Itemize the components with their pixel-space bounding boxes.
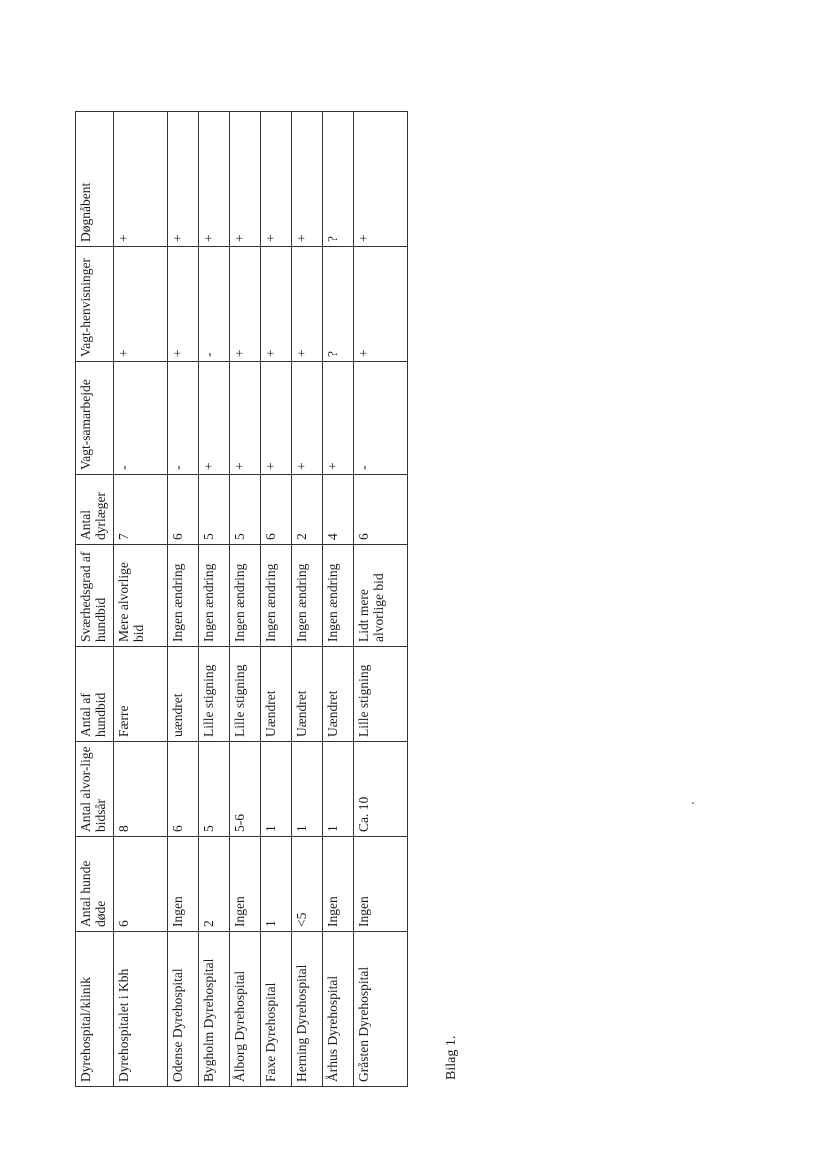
table-cell: 2 xyxy=(291,475,322,545)
table-cell: Lille stigning xyxy=(230,647,261,742)
table-cell: + xyxy=(168,247,199,362)
table-cell: 6 xyxy=(168,475,199,545)
table-cell: uændret xyxy=(168,647,199,742)
table-body xyxy=(76,112,408,1087)
table-cell: 5 xyxy=(230,475,261,545)
table-cell: 6 xyxy=(114,837,168,932)
table-cell: 5 xyxy=(199,742,230,837)
hospital-name-cell: Faxe Dyrehospital xyxy=(260,932,291,1087)
table-cell: Lille stigning xyxy=(199,647,230,742)
table-cell: + xyxy=(291,362,322,475)
table-cell: 7 xyxy=(114,475,168,545)
table-cell: Ingen ændring xyxy=(199,545,230,647)
table-row xyxy=(168,112,199,1087)
table-cell: + xyxy=(230,362,261,475)
table-cell: Ingen xyxy=(230,837,261,932)
table-cell: + xyxy=(168,112,199,247)
table-cell: - xyxy=(114,362,168,475)
header-cell: Dyrehospital/klinik xyxy=(76,932,114,1087)
table-cell: 6 xyxy=(168,742,199,837)
table-row xyxy=(353,112,407,1087)
table-row xyxy=(260,112,291,1087)
table-cell: 4 xyxy=(322,475,353,545)
table-cell: + xyxy=(353,112,407,247)
table-cell: Lidt mere alvorlige bid xyxy=(353,545,407,647)
table-cell: Ingen xyxy=(353,837,407,932)
table-cell: + xyxy=(114,112,168,247)
table-cell: + xyxy=(353,247,407,362)
table-cell: + xyxy=(114,247,168,362)
table-cell: Uændret xyxy=(291,647,322,742)
table-cell: 2 xyxy=(199,837,230,932)
table-cell: + xyxy=(291,247,322,362)
header-cell: Sværhedsgrad af hundbid xyxy=(76,545,114,647)
table-cell: 1 xyxy=(260,837,291,932)
table-cell: Ingen xyxy=(322,837,353,932)
table-row xyxy=(230,112,261,1087)
table-cell: + xyxy=(230,112,261,247)
header-cell: Antal hunde døde xyxy=(76,837,114,932)
header-cell: Antal alvor-lige bidsår xyxy=(76,742,114,837)
table-cell: Ingen ændring xyxy=(322,545,353,647)
table-cell: + xyxy=(260,112,291,247)
table-row xyxy=(199,112,230,1087)
hospital-name-cell: Gråsten Dyrehospital xyxy=(353,932,407,1087)
rotated-table-area xyxy=(75,112,408,1087)
table-cell: + xyxy=(322,362,353,475)
table-cell: Mere alvorlige bid xyxy=(114,545,168,647)
table-cell: Ingen ændring xyxy=(230,545,261,647)
scan-speck xyxy=(692,802,694,804)
table-cell: + xyxy=(230,247,261,362)
table-cell: Uændret xyxy=(260,647,291,742)
hospital-name-cell: Århus Dyrehospital xyxy=(322,932,353,1087)
table-cell: 6 xyxy=(353,475,407,545)
table-cell: Ingen xyxy=(168,837,199,932)
table-row xyxy=(322,112,353,1087)
table-cell: ? xyxy=(322,112,353,247)
table-cell: Uændret xyxy=(322,647,353,742)
table-cell: + xyxy=(199,362,230,475)
table-cell: + xyxy=(260,247,291,362)
table-cell: 1 xyxy=(322,742,353,837)
table-cell: 6 xyxy=(260,475,291,545)
hospital-name-cell: Odense Dyrehospital xyxy=(168,932,199,1087)
table-cell: 5 xyxy=(199,475,230,545)
table-cell: Ca. 10 xyxy=(353,742,407,837)
table-cell: 8 xyxy=(114,742,168,837)
table-cell: Ingen ændring xyxy=(168,545,199,647)
table-cell: 5-6 xyxy=(230,742,261,837)
table-cell: <5 xyxy=(291,837,322,932)
header-row xyxy=(76,112,114,1087)
table-row xyxy=(114,112,168,1087)
table-cell: Ingen ændring xyxy=(260,545,291,647)
hospital-name-cell: Ålborg Dyrehospital xyxy=(230,932,261,1087)
table-row xyxy=(291,112,322,1087)
table-cell: + xyxy=(260,362,291,475)
table-cell: Færre xyxy=(114,647,168,742)
table-cell: + xyxy=(199,112,230,247)
table-cell: 1 xyxy=(260,742,291,837)
header-cell: Antal dyrlæger xyxy=(76,475,114,545)
table-cell: - xyxy=(199,247,230,362)
hospital-name-cell: Herning Dyrehospital xyxy=(291,932,322,1087)
header-cell: Vagt-henvisninger xyxy=(76,247,114,362)
table-rotator xyxy=(75,112,408,1087)
table-cell: + xyxy=(291,112,322,247)
header-cell: Vagt-samarbejde xyxy=(76,362,114,475)
appendix-caption: Bilag 1. xyxy=(444,1035,459,1080)
hospital-table xyxy=(75,111,408,1087)
table-cell: - xyxy=(353,362,407,475)
table-cell: Ingen ændring xyxy=(291,545,322,647)
table-cell: ? xyxy=(322,247,353,362)
hospital-name-cell: Bygholm Dyrehospital xyxy=(199,932,230,1087)
table-cell: 1 xyxy=(291,742,322,837)
header-cell: Døgnåbent xyxy=(76,112,114,247)
hospital-name-cell: Dyrehospitalet i Kbh xyxy=(114,932,168,1087)
table-cell: Lille stigning xyxy=(353,647,407,742)
table-cell: - xyxy=(168,362,199,475)
header-cell: Antal af hundbid xyxy=(76,647,114,742)
